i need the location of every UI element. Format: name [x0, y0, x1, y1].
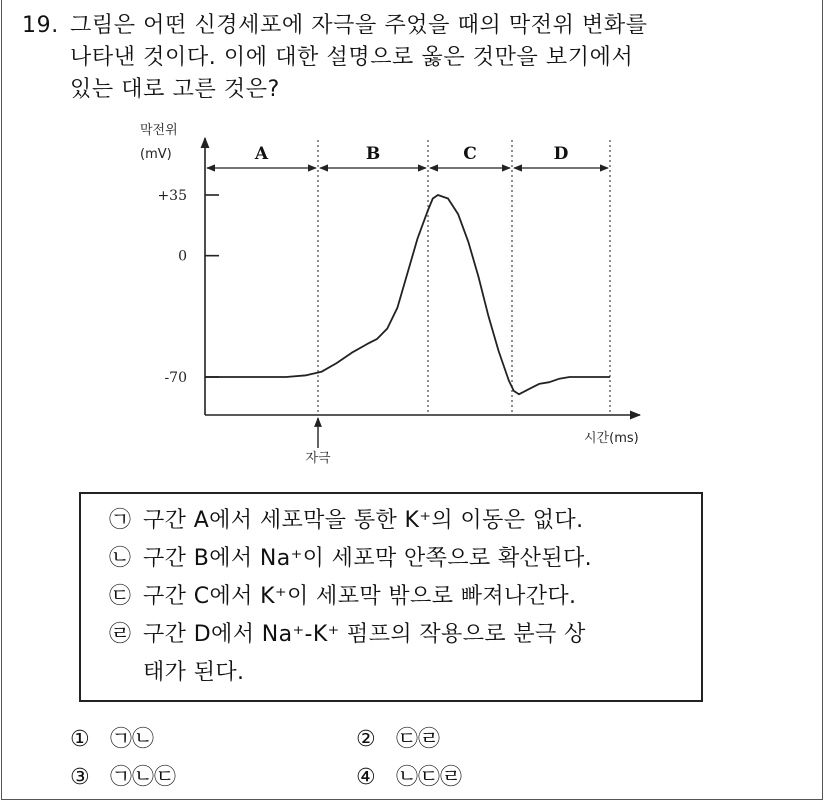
section-label: C — [463, 144, 477, 164]
x-axis-label: 시간(ms) — [584, 431, 639, 446]
question-text-1: 그림은 어떤 신경세포에 자극을 주었을 때의 막전위 변화를 — [70, 13, 648, 38]
choice-3[interactable] — [70, 764, 176, 792]
membrane-potential-line — [205, 195, 610, 394]
condition-2 — [109, 540, 701, 578]
condition-text: 구간 A에서 세포막을 통한 K⁺의 이동은 없다. — [143, 508, 584, 533]
y-axis-unit-label: (mV) — [140, 147, 172, 162]
choice-1[interactable] — [70, 726, 154, 754]
y-axis-label: 막전위 — [140, 123, 178, 138]
choice-text: ㉢㉣ — [396, 727, 441, 752]
question-number: 19. — [22, 13, 59, 38]
choice-text: ㉡㉢㉣ — [396, 765, 463, 790]
condition-mark: ㉢ — [109, 584, 132, 609]
condition-1 — [109, 502, 701, 540]
choice-number: ④ — [356, 765, 376, 790]
choice-number: ② — [356, 727, 376, 752]
stimulus-label: 자극 — [305, 451, 331, 466]
question-text-3: 있는 대로 고른 것은? — [70, 77, 280, 102]
y-tick-label: -70 — [164, 370, 187, 386]
choice-4[interactable] — [356, 764, 462, 792]
choice-2[interactable] — [356, 726, 440, 754]
choice-text: ㉠㉡ — [110, 727, 155, 752]
condition-4 — [109, 616, 701, 654]
condition-text: 구간 D에서 Na⁺-K⁺ 펌프의 작용으로 분극 상 — [143, 622, 586, 647]
condition-4-continued: 태가 된다. — [143, 660, 245, 685]
condition-mark: ㉣ — [109, 622, 132, 647]
y-tick-label: 0 — [178, 248, 187, 265]
condition-3 — [109, 578, 701, 616]
section-label: A — [254, 144, 269, 164]
choice-number: ① — [70, 727, 90, 752]
y-tick-label: +35 — [157, 188, 187, 204]
choice-text: ㉠㉡㉢ — [110, 765, 177, 790]
condition-mark: ㉠ — [109, 508, 132, 533]
section-label: B — [365, 144, 381, 164]
question-text-2: 나타낸 것이다. 이에 대한 설명으로 옳은 것만을 보기에서 — [70, 45, 634, 70]
section-label: D — [553, 144, 569, 164]
condition-mark: ㉡ — [109, 546, 132, 571]
condition-text: 구간 C에서 K⁺이 세포막 밖으로 빠져나간다. — [143, 584, 577, 609]
condition-text: 구간 B에서 Na⁺이 세포막 안쪽으로 확산된다. — [143, 546, 593, 571]
conditions-box — [79, 492, 703, 702]
choice-number: ③ — [70, 765, 90, 790]
